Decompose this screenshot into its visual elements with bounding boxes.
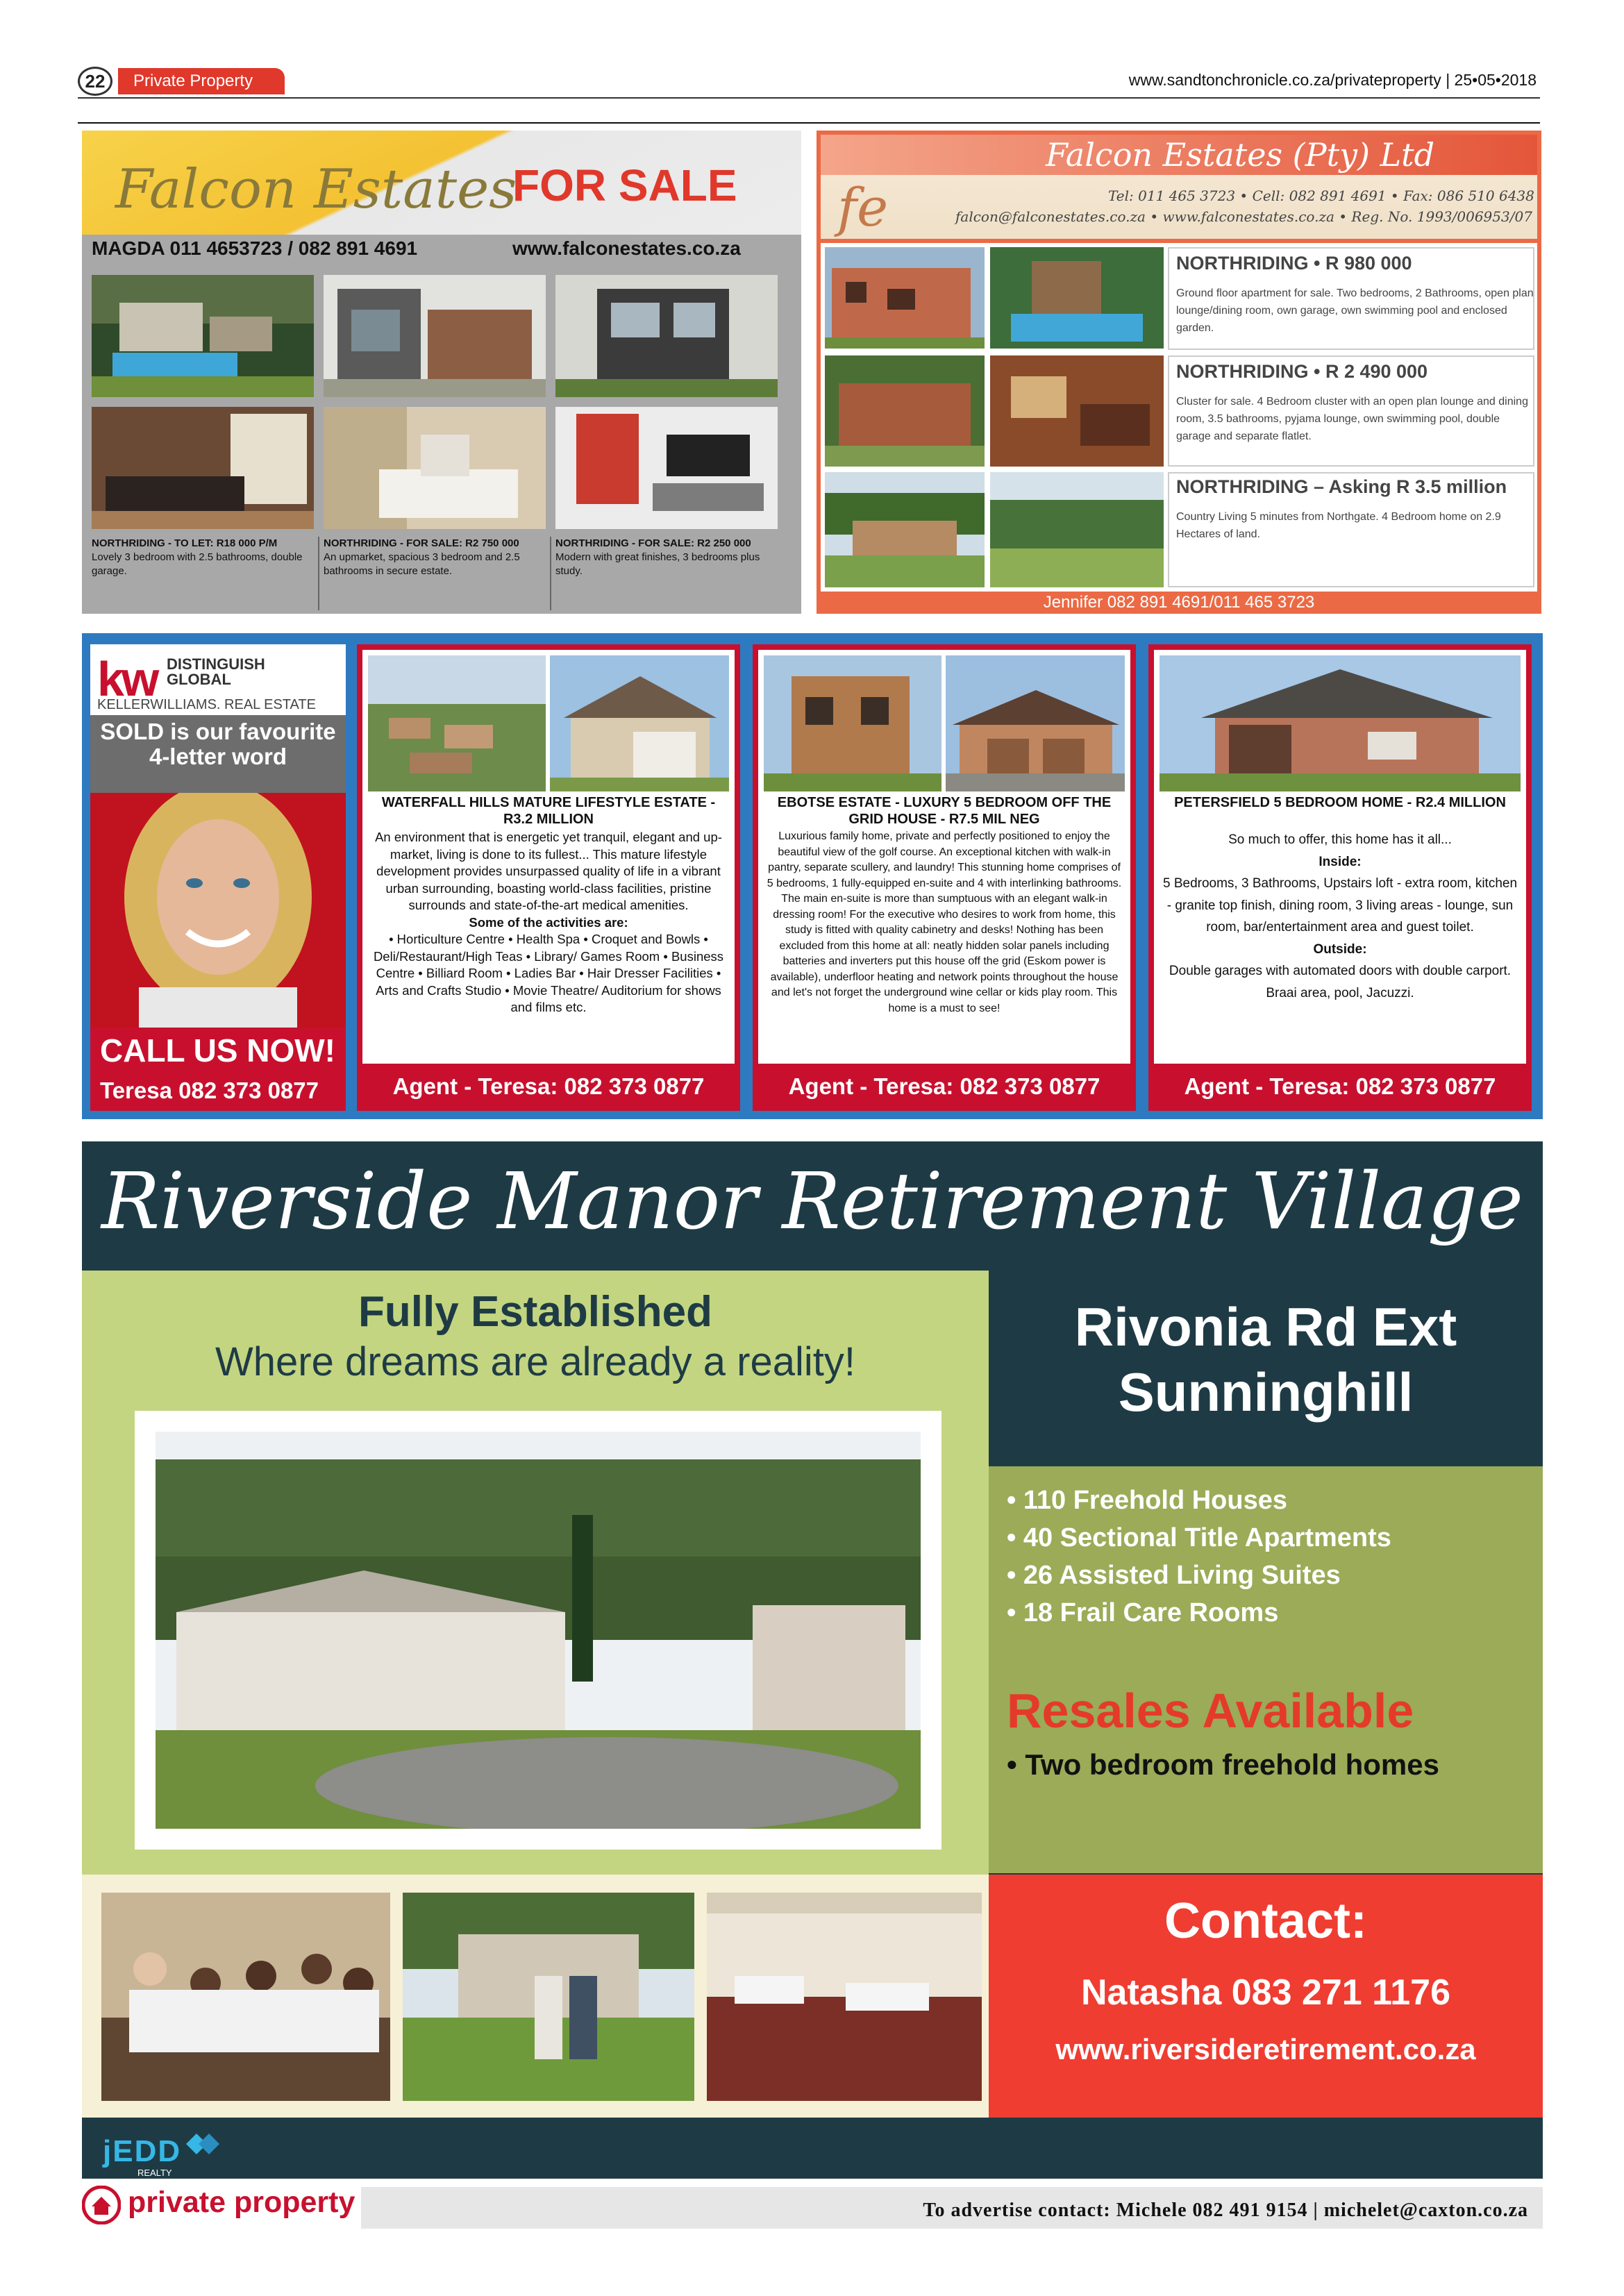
- card-title: EBOTSE ESTATE - LUXURY 5 BEDROOM OFF THE GRID HOUSE - R7.5 MIL NEG: [777, 795, 1112, 827]
- kw-distinguish-global: [167, 657, 265, 687]
- listing-title: NORTHRIDING • R 2 490 000: [1176, 361, 1428, 382]
- petersfield-house-photo: [1160, 655, 1521, 791]
- apartment-photo: [825, 247, 985, 349]
- agent-line[interactable]: Agent - Teresa: 082 373 0877: [392, 1073, 705, 1099]
- listing-caption-1: [92, 537, 321, 578]
- cluster-exterior-photo: [825, 355, 985, 467]
- card-inner: [758, 650, 1130, 1064]
- feature-item: • 110 Freehold Houses: [1007, 1486, 1288, 1515]
- card-body: [1161, 829, 1519, 1004]
- caption-divider: [550, 537, 551, 610]
- riverside-manor-ad: [82, 1141, 1543, 2179]
- fe-monogram-icon: fe: [837, 176, 889, 238]
- falcon-contact: MAGDA 011 4653723 / 082 891 4691: [92, 237, 418, 259]
- contact-phone[interactable]: Natasha 083 271 1176: [1081, 1972, 1450, 2013]
- caption-divider: [318, 537, 319, 610]
- listing-title: NORTHRIDING – Asking R 3.5 million: [1176, 476, 1507, 497]
- card-body: Luxurious family home, private and perfectly positioned to enjoy the beautiful view of the golf course. An exceptional kitchen with walk-in pantry, separate scullery, and laundry! This stunning home comprises of 5 bedrooms, 1 fully-equipped en-suite and 4 with interlinking bathrooms. The main en-suite is more than sumptuous with an elegant walk-in dressing room! For the executive who desires to work from home, this study is fitted with quality cabinetry and desks! Nothing has been excluded from this home at all: neatly hidden solar panels including batteries and inverters put this house off the grid (Eskom power is available), underfloor heating and network points throughout the house and let's not forget the underground wine cellar or kids play room. This home is a must to see!: [767, 830, 1122, 1014]
- falcon-agent-contact: Jennifer 082 891 4691/011 465 3723: [1043, 593, 1315, 612]
- lounge-photo: [92, 407, 314, 529]
- advertise-contact: To advertise contact: Michele 082 491 9154 | michelet@caxton.co.za: [923, 2199, 1528, 2221]
- agent-line[interactable]: Agent - Teresa: 082 373 0877: [1184, 1073, 1496, 1099]
- ebotse-frontage-photo: [946, 655, 1125, 791]
- location-line-2: Sunninghill: [1118, 1361, 1414, 1423]
- dining-hall-photo: [707, 1893, 982, 2101]
- falcon-listings-area: [821, 243, 1537, 592]
- pool-garden-photo: [990, 247, 1164, 349]
- card-description: An environment that is energetic yet tranquil, elegant and up-market, living is done to its fullest... This mature lifestyle development provides unsurpassed quality of life in a vibrant urban surrounding, boasting world-class facilities, pristine surrounds and state-of-the-art medical amenities.: [375, 830, 722, 912]
- two-bedroom-homes: • Two bedroom freehold homes: [1007, 1748, 1439, 1781]
- listing-title: NORTHRIDING - FOR SALE: R2 750 000: [324, 537, 519, 549]
- card-inner: [1154, 650, 1526, 1064]
- dreams-tagline: Where dreams are already a reality!: [215, 1339, 855, 1384]
- page-number: 22: [78, 67, 112, 96]
- estate-aerial-photo: [368, 655, 546, 791]
- agent-phone[interactable]: Teresa 082 373 0877: [100, 1078, 319, 1103]
- header-divider-lower: [78, 122, 1540, 124]
- feature-item: • 40 Sectional Title Apartments: [1007, 1523, 1391, 1552]
- listing-caption-2: [324, 537, 553, 578]
- listing-title: NORTHRIDING - TO LET: R18 000 P/M: [92, 537, 278, 549]
- listing-desc: Country Living 5 minutes from Northgate. 4 Bedroom home on 2.9 Hectares of land.: [1176, 511, 1501, 540]
- kw-distinguish: DISTINGUISH: [167, 655, 265, 673]
- for-sale-heading: FOR SALE: [512, 160, 737, 210]
- listing-desc: Cluster for sale. 4 Bedroom cluster with an open plan lounge and dining room, 3.5 bathrooms, pyjama lounge, own swimming pool, double garage and separate flatlet.: [1176, 396, 1528, 442]
- listing-card-waterfall: [357, 644, 740, 1111]
- listing-title: NORTHRIDING • R 980 000: [1176, 253, 1412, 274]
- country-land-photo: [990, 472, 1164, 587]
- card-body: [369, 829, 728, 1016]
- cluster-interior-photo: [990, 355, 1164, 467]
- listing-title: NORTHRIDING - FOR SALE: R2 250 000: [555, 537, 751, 549]
- village-photo-frame: [135, 1411, 941, 1850]
- listing-card-ebotse: [753, 644, 1136, 1111]
- house-photo-pool: [92, 275, 314, 397]
- living-room-photo: [555, 407, 778, 529]
- card-subheading: Some of the activities are:: [469, 914, 628, 930]
- feature-item: • 18 Frail Care Rooms: [1007, 1598, 1279, 1627]
- card-title: PETERSFIELD 5 BEDROOM HOME - R2.4 MILLION: [1174, 795, 1506, 810]
- riverside-title: Riverside Manor Retirement Village: [101, 1157, 1523, 1247]
- house-garage-photo: [550, 655, 729, 791]
- kw-logo: kw: [97, 652, 157, 706]
- card-inside-heading: Inside:: [1319, 854, 1362, 869]
- agent-line[interactable]: Agent - Teresa: 082 373 0877: [788, 1073, 1100, 1099]
- staff-group-photo: [101, 1893, 390, 2101]
- ebotse-house-photo: [764, 655, 941, 791]
- listing-desc: An upmarket, spacious 3 bedroom and 2.5 bathrooms in secure estate.: [324, 551, 520, 577]
- falcon-pty-title: Falcon Estates (Pty) Ltd: [1046, 136, 1435, 174]
- listing-desc: Ground floor apartment for sale. Two bedrooms, 2 Bathrooms, open plan lounge/dining room, own garage, own swimming pool and enclosed garden.: [1176, 287, 1534, 334]
- kw-global: GLOBAL: [167, 671, 231, 688]
- jedd-logo: jEDD: [103, 2134, 182, 2168]
- agent-portrait: [90, 793, 346, 1028]
- card-outside-text: Double garages with automated doors with double carport. Braai area, pool, Jacuzzi.: [1169, 964, 1512, 1000]
- location-line-1: Rivonia Rd Ext: [1074, 1296, 1457, 1357]
- card-title: WATERFALL HILLS MATURE LIFESTYLE ESTATE - R3.2 MILLION: [381, 795, 716, 827]
- contact-heading: Contact:: [1164, 1893, 1367, 1949]
- house-logo-icon: [82, 2186, 121, 2224]
- jedd-realty: REALTY: [137, 2168, 172, 2178]
- section-tag: Private Property: [118, 68, 285, 94]
- falcon-website[interactable]: www.falconestates.co.za: [512, 237, 741, 259]
- listing-caption-3: [555, 537, 785, 578]
- falcon-web-line[interactable]: falcon@falconestates.co.za • www.falconestates.co.za • Reg. No. 1993/006953/07: [955, 208, 1532, 225]
- jedd-diamond-icon: [179, 2130, 221, 2158]
- sold-slogan: SOLD is our favourite 4-letter word: [90, 715, 346, 793]
- falcon-estates-pty-ad: [817, 131, 1541, 614]
- resales-available: Resales Available: [1007, 1684, 1414, 1738]
- falcon-estates-for-sale-ad: [82, 131, 801, 614]
- card-description: So much to offer, this home has it all...: [1228, 832, 1452, 847]
- private-property-logo: private property: [128, 2186, 355, 2219]
- header-divider: [78, 97, 1540, 99]
- falcon-brand: Falcon Estates: [115, 158, 517, 221]
- listing-card-petersfield: [1148, 644, 1532, 1111]
- call-us-panel: [90, 1028, 346, 1111]
- listing-desc: Lovely 3 bedroom with 2.5 bathrooms, double garage.: [92, 551, 303, 577]
- riverside-website[interactable]: www.riversideretirement.co.za: [1055, 2033, 1476, 2065]
- house-photo-double-storey: [555, 275, 778, 397]
- card-activities: • Horticulture Centre • Health Spa • Croquet and Bowls • Deli/Restaurant/High Teas • Library/ Games Room • Business Centre • Billiard Room • Ladies Bar • Hair Dresser Facilities • Arts and Crafts Studio • Movie Theatre/ Auditorium for shows and films etc.: [373, 932, 724, 1014]
- card-inside-text: 5 Bedrooms, 3 Bathrooms, Upstairs loft - extra room, kitchen - granite top finish, dining room, 3 living areas - lounge, sun room, bar/entertainment area and guest toilet.: [1162, 876, 1518, 935]
- header-url-date[interactable]: www.sandtonchronicle.co.za/privateproperty | 25•05•2018: [1128, 71, 1537, 89]
- bedroom-photo: [324, 407, 546, 529]
- falcon-phone-line: Tel: 011 465 3723 • Cell: 082 891 4691 • Fax: 086 510 6438: [1108, 187, 1534, 204]
- feature-item: • 26 Assisted Living Suites: [1007, 1561, 1341, 1590]
- call-us-now: CALL US NOW!: [100, 1032, 336, 1069]
- fully-established: Fully Established: [358, 1288, 712, 1336]
- village-photo: [156, 1432, 921, 1829]
- house-photo-modern: [324, 275, 546, 397]
- listing-desc: Modern with great finishes, 3 bedrooms plus study.: [555, 551, 760, 577]
- residents-garden-photo: [403, 1893, 694, 2101]
- card-outside-heading: Outside:: [1313, 941, 1367, 957]
- card-inner: [362, 650, 735, 1064]
- country-house-photo: [825, 472, 985, 587]
- kw-keller-williams: KELLERWILLIAMS. REAL ESTATE: [97, 697, 316, 712]
